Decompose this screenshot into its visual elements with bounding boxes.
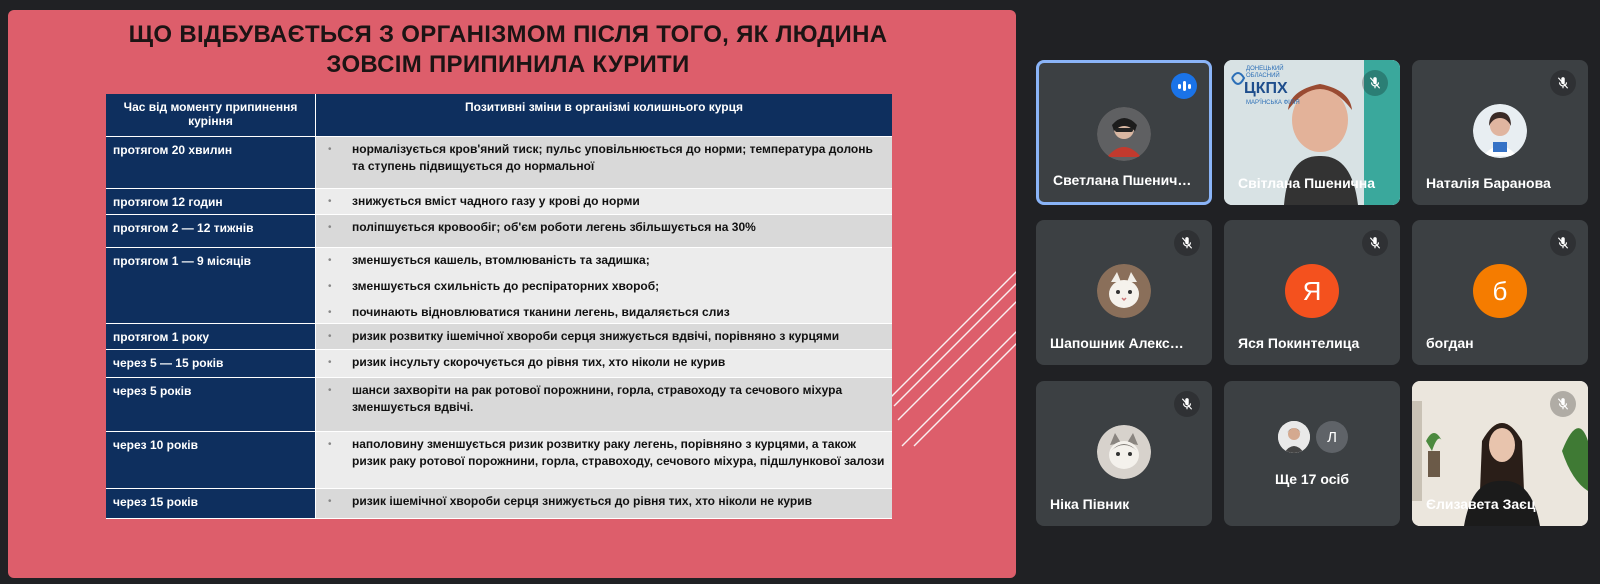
bullet-icon: • — [328, 144, 332, 155]
participant-tile-9[interactable] — [1412, 381, 1588, 526]
participant-name: Ніка Півник — [1050, 496, 1130, 512]
participant-tile-3[interactable] — [1412, 60, 1588, 205]
participant-name: Яся Покинтелица — [1238, 335, 1360, 351]
row-changes — [316, 489, 892, 518]
row-time: протягом 20 хвилин — [106, 137, 316, 188]
mic-off-icon — [1550, 70, 1576, 96]
row-changes — [316, 189, 892, 214]
bullet-icon: • — [328, 331, 332, 342]
row-time: через 10 років — [106, 432, 316, 488]
bullet-icon: • — [328, 196, 332, 207]
row-changes — [316, 215, 892, 247]
avatar-photo-icon — [1097, 107, 1151, 161]
bullet-icon: • — [328, 357, 332, 368]
table-row — [106, 324, 892, 350]
table-row — [106, 215, 892, 248]
bullet-icon: • — [328, 439, 332, 450]
row-time: протягом 1 — 9 місяців — [106, 248, 316, 323]
mic-off-icon — [1550, 391, 1576, 417]
bullet-icon: • — [328, 255, 332, 266]
row-time: через 5 років — [106, 378, 316, 431]
mic-off-icon — [1362, 230, 1388, 256]
change-text: зменшується схильність до респіраторних хвороб; — [352, 279, 660, 293]
bullet-icon: • — [328, 222, 332, 233]
change-text: поліпшується кровообіг; об'єм роботи легень збільшується на 30% — [352, 220, 756, 234]
row-time: протягом 2 — 12 тижнів — [106, 215, 316, 247]
participant-name: богдан — [1426, 335, 1474, 351]
slide-title — [68, 20, 948, 80]
slide-title-line-2: ЗОВСІМ ПРИПИНИЛА КУРИТИ — [326, 51, 690, 78]
bullet-icon: • — [328, 385, 332, 396]
participant-tile-2[interactable] — [1224, 60, 1400, 205]
cat-photo-icon — [1097, 425, 1151, 479]
participant-name: Єлизавета Заєц — [1426, 496, 1536, 512]
row-time: протягом 1 року — [106, 324, 316, 349]
change-text: шанси захворіти на рак ротової порожнини, горла, стравоходу та сечового міхура зменшується вдвічі. — [352, 383, 843, 414]
more-participants-label: Ще 17 осіб — [1274, 471, 1350, 487]
change-text: починають відновлюватися тканини легень, видаляється слиз — [352, 305, 730, 319]
cat-photo-icon — [1097, 264, 1151, 318]
participant-name: Світлана Пшенична — [1238, 175, 1376, 191]
change-text: ризик ішемічної хвороби серця знижується до рівня тих, хто ніколи не курив — [352, 494, 812, 508]
avatar — [1278, 421, 1310, 453]
avatar — [1097, 264, 1151, 318]
table-row — [106, 248, 892, 324]
table-row — [106, 432, 892, 489]
participant-tile-5[interactable] — [1224, 220, 1400, 365]
avatar-photo-icon — [1278, 421, 1310, 453]
mic-off-icon — [1174, 391, 1200, 417]
row-changes — [316, 137, 892, 188]
table-row — [106, 489, 892, 519]
avatar — [1473, 104, 1527, 158]
mic-off-icon — [1550, 230, 1576, 256]
participant-tile-1[interactable] — [1036, 60, 1212, 205]
row-changes — [316, 350, 892, 377]
row-changes — [316, 378, 892, 431]
avatar — [1097, 425, 1151, 479]
avatar-photo-icon — [1473, 104, 1527, 158]
slide-title-line-1: ЩО ВІДБУВАЄТЬСЯ З ОРГАНІЗМОМ ПІСЛЯ ТОГО, ЯК ЛЮДИНА — [128, 21, 888, 48]
header-time: Час від моменту припинення куріння — [106, 94, 316, 136]
logo-text: ЦКПХ — [1244, 80, 1288, 97]
row-time: через 15 років — [106, 489, 316, 518]
bullet-icon: • — [328, 496, 332, 507]
row-time: протягом 12 годин — [106, 189, 316, 214]
row-changes — [316, 324, 892, 349]
avatar-initial: Л — [1316, 421, 1348, 453]
participant-tile-7[interactable] — [1036, 381, 1212, 526]
row-changes — [316, 432, 892, 488]
participant-tile-6[interactable] — [1412, 220, 1588, 365]
table-row — [106, 189, 892, 215]
avatar-initial: б — [1473, 264, 1527, 318]
change-text: знижується вміст чадного газу у крові до норми — [352, 194, 640, 208]
logo-subcaption: МАР'ЇНСЬКА ФІЛІЯ — [1246, 100, 1300, 106]
table-row — [106, 378, 892, 432]
avatar — [1097, 107, 1151, 161]
table-row — [106, 137, 892, 189]
change-text: зменшується кашель, втомлюваність та задишка; — [352, 253, 650, 267]
bullet-icon: • — [328, 307, 332, 318]
decorative-lines — [888, 260, 1016, 450]
avatar-initial: Я — [1285, 264, 1339, 318]
more-participants-tile[interactable] — [1224, 381, 1400, 526]
participant-tile-4[interactable] — [1036, 220, 1212, 365]
mic-off-icon — [1362, 70, 1388, 96]
participant-name: Светлана Пшенич… — [1053, 172, 1192, 188]
bullet-icon: • — [328, 281, 332, 292]
row-time: через 5 — 15 років — [106, 350, 316, 377]
change-text: ризик розвитку ішемічної хвороби серця знижується вдвічі, порівняно з курцями — [352, 329, 840, 343]
row-changes — [316, 248, 892, 323]
table-row — [106, 350, 892, 378]
speaking-indicator-icon — [1171, 73, 1197, 99]
change-text: нормалізується кров'яний тиск; пульс уповільнюється до норми; температура долонь та ступень підвищується до нормальної — [352, 142, 873, 173]
presentation-slide — [8, 10, 1016, 578]
participant-name: Наталія Баранова — [1426, 175, 1551, 191]
header-changes: Позитивні зміни в організмі колишнього курця — [465, 100, 743, 114]
smoking-recovery-table — [106, 94, 892, 519]
participant-name: Шапошник Алекс… — [1050, 335, 1184, 351]
mic-off-icon — [1174, 230, 1200, 256]
logo-caption: ДОНЕЦЬКИЙ ОБЛАСНИЙ — [1246, 66, 1284, 79]
change-text: ризик інсульту скорочується до рівня тих, хто ніколи не курив — [352, 355, 726, 369]
change-text: наполовину зменшується ризик розвитку раку легень, порівняно з курцями, а також ризик раку ротової порожнини, горла, стравоходу, сечового міхура, підшлункової залози — [352, 437, 885, 468]
table-header — [106, 94, 892, 137]
